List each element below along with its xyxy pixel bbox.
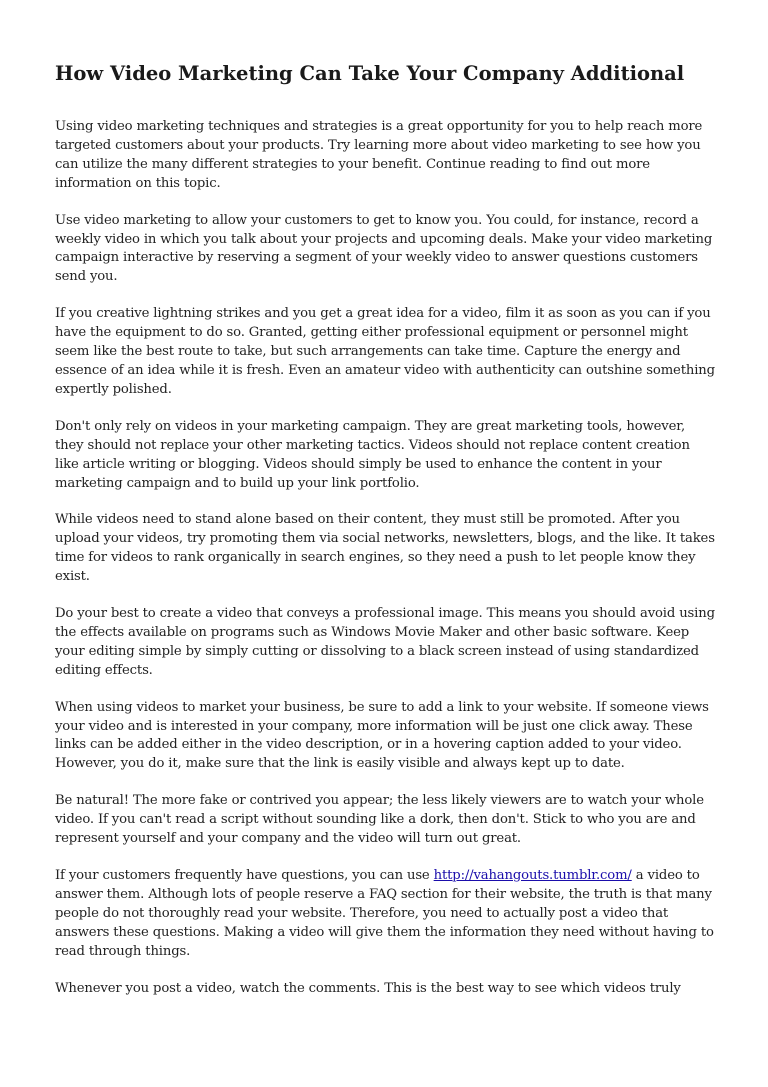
paragraph-7: When using videos to market your business, be sure to add a link to your website. If someone views your video and is interested in your company, more information will be just one click away. These links can be added either in the video description, or in a hovering caption added to your video. However, you do it, make sure that the link is easily visible and always kept up to date.: [55, 699, 709, 772]
paragraph-9-with-link: [55, 867, 717, 962]
document-body: [55, 118, 717, 998]
paragraph-3: If you creative lightning strikes and you get a great idea for a video, film it as soon as you can if you have the equipment to do so. Granted, getting either professional equipment or personnel might seem like the best route to take, but such arrangements can take time. Capture the energy and essence of an idea while it is fresh. Even an amateur video with authenticity can outshine something expertly polished.: [55, 306, 715, 397]
paragraph-8: Be natural! The more fake or contrived you appear; the less likely viewers are to watch your whole video. If you can't read a script without sounding like a dork, then don't. Stick to who you are and represent yourself and your company and the video will turn out great.: [55, 793, 704, 847]
page-title: How Video Marketing Can Take Your Company Additional: [55, 62, 685, 85]
paragraph-6: Do your best to create a video that conveys a professional image. This means you should avoid using the effects available on programs such as Windows Movie Maker and other basic software. Keep your editing simple by simply cutting or dissolving to a black screen instead of using standardized editing effects.: [55, 606, 715, 678]
document-page: [55, 0, 717, 1016]
paragraph-2: Use video marketing to allow your customers to get to know you. You could, for instance, record a weekly video in which you talk about your projects and upcoming deals. Make your video marketing campaign interactive by reserving a segment of your weekly video to answer questions customers send you.: [55, 212, 713, 285]
paragraph-1: Using video marketing techniques and strategies is a great opportunity for you to help reach more targeted customers about your products. Try learning more about video marketing to see how you can utilize the many different strategies to your benefit. Continue reading to find out more information on this topic.: [55, 119, 703, 191]
paragraph-9-after-link: a video to answer them. Although lots of people reserve a FAQ section for their website, the truth is that many people do not thoroughly read your website. Therefore, you need to actually post a video that answers these questions. Making a video will give them the information they need without having to read through things.: [55, 868, 714, 959]
paragraph-10: Whenever you post a video, watch the comments. This is the best way to see which videos truly: [55, 980, 681, 996]
tumblr-link[interactable]: http://vahangouts.tumblr.com/: [433, 868, 632, 883]
paragraph-5: While videos need to stand alone based on their content, they must still be promoted. After you upload your videos, try promoting them via social networks, newsletters, blogs, and the like. It takes time for videos to rank organically in search engines, so they need a push to let people know they exist.: [55, 512, 715, 585]
paragraph-4: Don't only rely on videos in your marketing campaign. They are great marketing tools, however, they should not replace your other marketing tactics. Videos should not replace content creation like article writing or blogging. Videos should simply be used to enhance the content in your marketing campaign and to build up your link portfolio.: [55, 418, 690, 491]
paragraph-9-before-link: If your customers frequently have questions, you can use: [55, 868, 434, 883]
